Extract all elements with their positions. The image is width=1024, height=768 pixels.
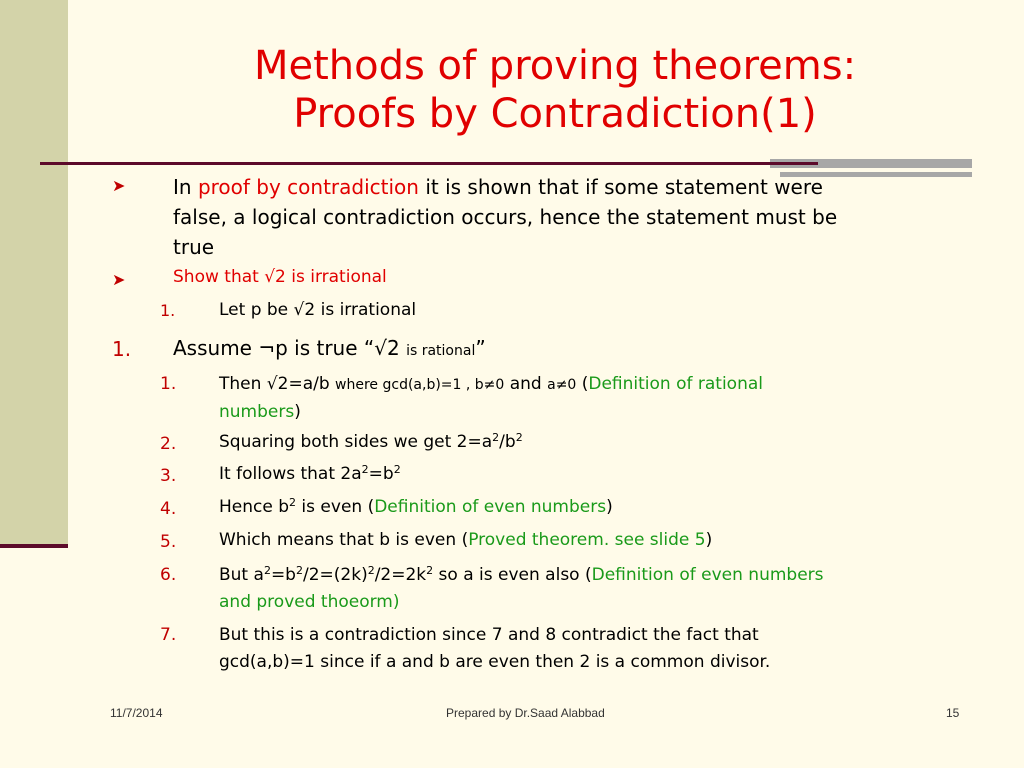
term-highlight: proof by contradiction [197,175,419,199]
assume-number: 1. [112,337,132,361]
step-3: It follows that $2a^2=b^2$ [219,463,401,484]
step-number: 5. [160,532,177,552]
left-decor-bar [0,0,68,546]
bullet-line-3: true [173,235,215,259]
arrow-bullet-icon: ➤ [112,270,126,289]
step-number: 2. [160,434,177,454]
title-line-2: Proofs by Contradiction(1) [293,91,817,137]
footer-page-number: 15 [946,706,960,720]
step-number: 1. [160,374,177,394]
step-number: 4. [160,499,177,519]
step-number: 7. [160,625,177,645]
arrow-bullet-icon: ➤ [112,176,126,195]
bullet-show-irrational: Show that √2 is irrational [173,267,387,287]
title-line-1: Methods of proving theorems: [253,43,857,89]
step-number: 6. [160,565,177,585]
step-2: Squaring both sides we get $2=a^2/b^2$ [219,431,523,452]
bullet-proof-definition [173,172,973,262]
assume-statement: Assume ¬p is true “√2 is rational” [173,336,486,360]
sub-let-p: Let p be √2 is irrational [219,300,417,320]
footer-date: 11/7/2014 [110,706,163,720]
sub-number: 1. [160,301,176,320]
step-1: Then √2=a/b where gcd(a,b)=1 , b≠0 and a≠0 (Definition of rational numbers) [219,374,763,422]
step-number: 3. [160,466,177,486]
title-rule [40,162,818,165]
slide-title [120,42,990,138]
left-decor-line [0,544,68,548]
step-6: But $a^2=b^2/2=(2k)^2/2=2k^2$ so a is even also (Definition of even numbers and proved thoeorm) [219,564,824,612]
bullet-line-1: In proof by contradiction it is shown that if some statement were [173,175,823,199]
bullet-line-2: false, a logical contradiction occurs, hence the statement must be [173,205,838,229]
step-4: Hence $b^2$ is even (Definition of even numbers) [219,496,613,517]
step-7: But this is a contradiction since 7 and 8 contradict the fact that gcd(a,b)=1 since if a and b are even then 2 is a common divisor. [219,625,771,672]
step-5: Which means that b is even (Proved theorem. see slide 5) [219,530,713,550]
footer-author: Prepared by Dr.Saad Alabbad [446,706,605,720]
